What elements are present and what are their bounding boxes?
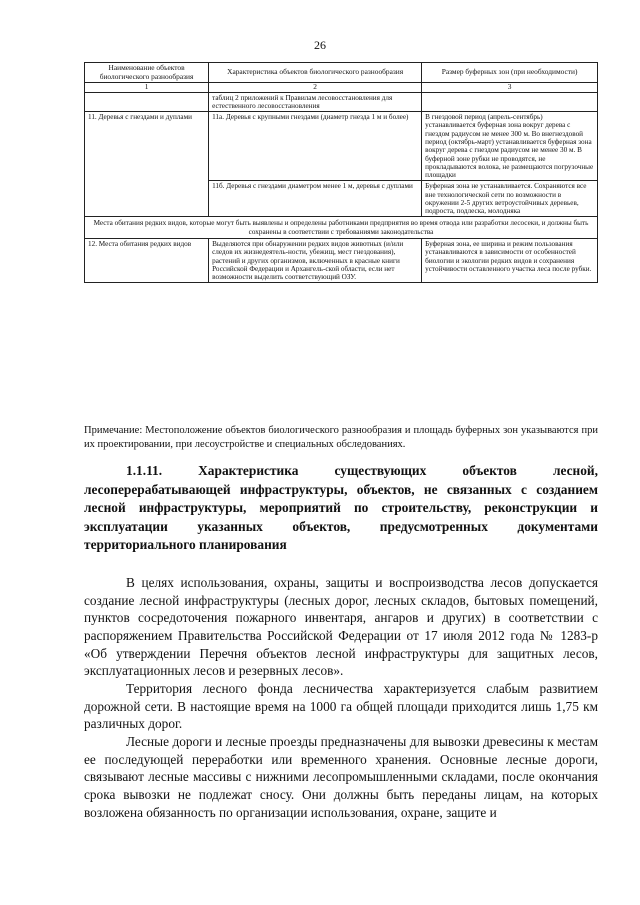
table-cell: Буферная зона не устанавливается. Сохраняются все вне технологической сети по возможности в окружении 2-5 других ветроустойчивых деревьев, подроста, подлеска, молодняка bbox=[422, 181, 598, 217]
table-header-row bbox=[85, 63, 598, 83]
paragraph: Лесные дороги и лесные проезды предназначены для вывозки древесины к местам ее последующей переработки или временного хранения. Основные лесные дороги, связывают лесные массивы с нижними лесопромышленными складами, после окончания срока вывозки не подлежат сносу. Они должны быть переданы лицам, на которых возложена обязанность по организации использования, охране, защите и bbox=[84, 734, 598, 820]
paragraph: Территория лесного фонда лесничества характеризуется слабым развитием дорожной сети. В настоящие время на 1000 га общей площади приходится лишь 1,75 км различных дорог. bbox=[84, 681, 598, 732]
table-cell: 12. Места обитания редких видов bbox=[85, 239, 209, 283]
column-number: 2 bbox=[209, 83, 422, 93]
column-number: 1 bbox=[85, 83, 209, 93]
table-span-cell: Места обитания редких видов, которые могут быть выявлены и определены работниками предприятия во время отвода или разработки лесосеки, и должны быть сохранены в соответствии с требованиями законодательства bbox=[85, 217, 598, 239]
table-cell: таблиц 2 приложений к Правилам лесовосстановления для естественного лесовосстановления bbox=[209, 92, 422, 112]
table-cell: 11б. Деревья с гнездами диаметром менее 1 м, деревья с дуплами bbox=[209, 181, 422, 217]
table-cell: Выделяются при обнаружении редких видов животных (и/или следов их жизнедеятель-ности, убежищ, мест гнездования), растений и других организмов, включенных в красные книги Российской Федерации и Архангель-ской области, если нет возможности выделить соответствующий ОЗУ. bbox=[209, 239, 422, 283]
table-cell: Буферная зона, ее ширина и режим пользования устанавливаются в зависимости от особенностей биологии и экологии редких видов и сохранения устойчивости оставленного участка леса после рубки. bbox=[422, 239, 598, 283]
table-cell bbox=[422, 92, 598, 112]
table-cell bbox=[85, 92, 209, 112]
table-header-cell: Размер буферных зон (при необходимости) bbox=[422, 63, 598, 83]
table-cell: 11а. Деревья с крупными гнездами (диаметр гнезда 1 м и более) bbox=[209, 112, 422, 181]
section-heading-text: 1.1.11. Характеристика существующих объектов лесной, лесоперерабатывающей инфраструктуры, объектов, не связанных с созданием лесной инфраструктуры, мероприятий по строительству, реконструкции и эксплуатации указанных объектов, предусмотренных документами территориального планирования bbox=[84, 463, 598, 552]
table-row bbox=[85, 239, 598, 283]
section-heading bbox=[84, 462, 598, 555]
table-cell: 11. Деревья с гнездами и дуплами bbox=[85, 112, 209, 217]
table-note: Примечание: Местоположение объектов биологического разнообразия и площадь буферных зон указываются при их проектировании, при лесоустройстве и специальных обследованиях. bbox=[84, 425, 598, 450]
paragraph: В целях использования, охраны, защиты и воспроизводства лесов допускается создание лесной инфраструктуры (лесных дорог, лесных складов, бытовых помещений, пунктов сосредоточения пожарного инвентаря, ангаров и других) в соответствии с распоряжением Правительства Российской Федерации от 17 июля 2012 года № 1283-р «Об утверждении Перечня объектов лесной инфраструктуры для защитных лесов, эксплуатационных лесов и резервных лесов». bbox=[84, 575, 598, 679]
column-number: 3 bbox=[422, 83, 598, 93]
biodiversity-table bbox=[84, 62, 598, 283]
table-header-cell: Характеристика объектов биологического разнообразия bbox=[209, 63, 422, 83]
table-span-row bbox=[85, 217, 598, 239]
page-number: 26 bbox=[314, 38, 326, 52]
table-row bbox=[85, 92, 598, 112]
table-cell: В гнездовой период (апрель-сентябрь) устанавливается буферная зона вокруг дерева с гнездом радиусом не менее 300 м. Во внегнездовой период (октябрь-март) устанавливается буферная зона вокруг дерева с гнездом радиусом не менее 30 м. В буферной зоне рубки не проводятся, не прокладываются волока, не размещаются погрузочные площадки bbox=[422, 112, 598, 181]
table-column-number-row bbox=[85, 83, 598, 93]
body-text bbox=[84, 574, 598, 821]
table-header-cell: Наименование объектов биологического разнообразия bbox=[85, 63, 209, 83]
table-row bbox=[85, 112, 598, 181]
